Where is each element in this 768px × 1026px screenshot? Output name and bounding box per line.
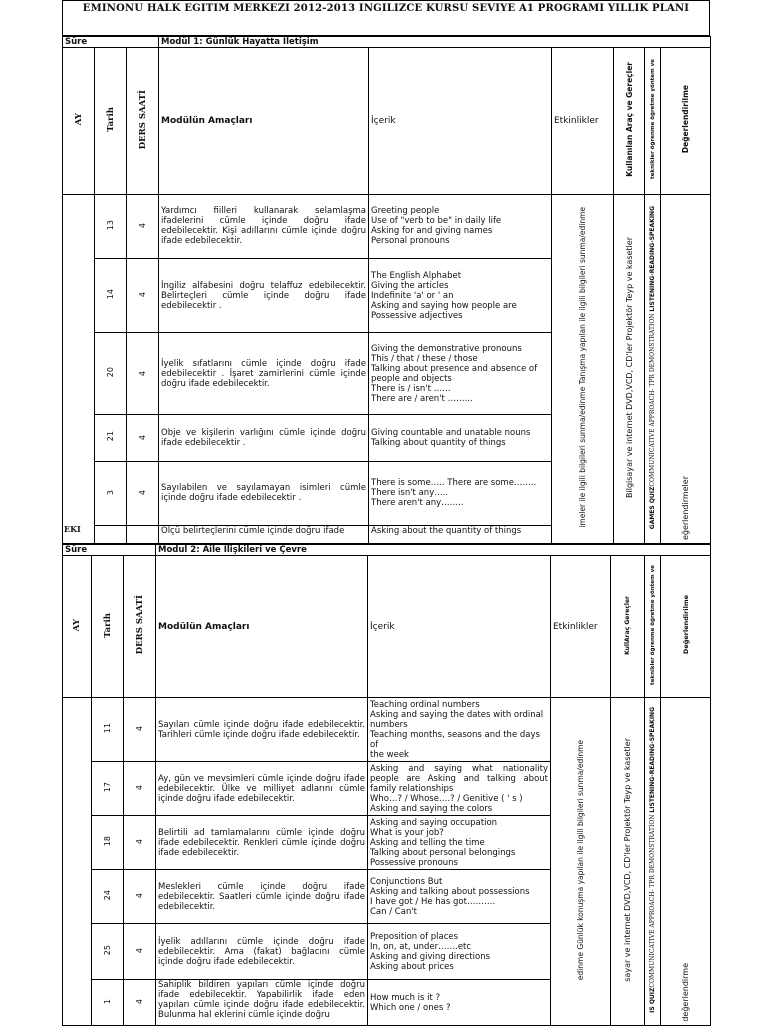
content-cell: Giving countable and unatable nouns Talking about quantity of things <box>369 415 552 461</box>
arac-header: Kullanılan Araç ve Gereçler <box>614 48 645 195</box>
module1-table <box>62 36 711 544</box>
content-cell: Giving the demonstrative pronouns This / that / these / those Talking about presence and absence of people and objects There is / isn't …… There are / aren't ……... <box>369 333 552 415</box>
arac-column: sayar ve internet DVD,VCD, CD'ler Projektör Teyp ve kasetler <box>611 698 645 1026</box>
icerik-header: İçerik <box>368 556 551 698</box>
objective-cell: İyelik adıllarını cümle içinde doğru ifade edebilecektir. Ama (fakat) bağlacını cümle içinde doğru ifade edebilecektir. <box>156 924 368 980</box>
content-cell: Greeting people Use of "verb to be" in daily life Asking for and giving names Personal pronouns <box>369 194 552 258</box>
objective-cell: Meslekleri cümle içinde doğru ifade edebilecektir. Saatleri cümle içinde doğru ifade edebilecektir. <box>156 870 368 924</box>
module2-table <box>62 544 711 1026</box>
page-title: EMINONU HALK EGITIM MERKEZI 2012-2013 INGILIZCE KURSU SEVIYE A1 PROGRAMI YILLIK PLANI <box>82 3 690 14</box>
content-cell: Teaching ordinal numbers Asking and saying the dates with ordinal numbers Teaching months, seasons and the days of the week <box>368 698 551 762</box>
content-cell: The English Alphabet Giving the articles Indefinite 'a' or ' an Asking and saying how people are Possessive adjectives <box>369 258 552 332</box>
ay-header: AY <box>63 48 95 195</box>
degerlendirme-header: Değerlendirilme <box>661 48 711 195</box>
date-cell: 3 <box>106 490 115 496</box>
hours-cell: 4 <box>135 726 144 732</box>
objective-cell: Ölçü belirteçlerini cümle içinde doğru ifade <box>159 525 369 543</box>
method-column: IS QUIZCOMMUNICATIVE APPROACH- TPR DEMONSTRATION LISTENING-READING-SPEAKING <box>645 698 661 1026</box>
amaclar-header: Modülün Amaçları <box>159 48 369 195</box>
degerlendirme-column: eğerlendirmeler <box>661 194 711 543</box>
hours-cell: 4 <box>135 785 144 791</box>
objective-cell: İngiliz alfabesini doğru telaffuz edebilecektir. Belirteçleri cümle içinde doğru ifade edebilecektir . <box>159 258 369 332</box>
etkinlikler-header: Etkinlikler <box>552 48 614 195</box>
date-cell: 24 <box>103 889 112 901</box>
ay-header: AY <box>63 556 92 698</box>
degerlendirme-header: Değerlendirilme <box>661 556 711 698</box>
hours-cell: 4 <box>127 194 159 258</box>
hours-cell: 4 <box>138 490 147 496</box>
tarih-header: Tarih <box>92 556 124 698</box>
date-cell: 13 <box>95 194 127 258</box>
ay-cell <box>63 698 92 1026</box>
module1-title: Modül 1: Günlük Hayatta İletişim <box>159 37 711 48</box>
date-cell: 1 <box>103 999 112 1005</box>
content-cell: There is some….. There are some…….. There isn't any….. There aren't any…….. <box>369 461 552 525</box>
objective-cell: Belirtili ad tamlamalarını cümle içinde doğru ifade edebilecektir. Renkleri cümle içinde doğru ifade edebilecektir. <box>156 816 368 870</box>
content-cell: Conjunctions But Asking and talking about possessions I have got / He has got………. Can / Can't <box>368 870 551 924</box>
arac-column: Bilgisayar ve internet DVD,VCD, CD'ler Projektör Teyp ve kasetler <box>614 194 645 543</box>
content-cell: How much is it ? Which one / ones ? <box>368 980 551 1026</box>
hours-cell: 4 <box>138 434 147 441</box>
etkinlik-column: edinme Günlük konuşma yapılan ile ilgili bilgileri sunma/edinme <box>551 698 611 1026</box>
objective-cell: Sahiplik bildiren yapıları cümle içinde doğru ifade edebilecektir. Yapabilirlik ifade eden yapıları cümle içinde doğru ifade edebilecektir. Bulunma hal eklerini cümle içinde doğru <box>156 980 368 1026</box>
hours-cell: 4 <box>138 370 147 376</box>
objective-cell: Obje ve kişilerin varlığını cümle içinde doğru ifade edebilecektir . <box>159 415 369 461</box>
degerlendirme-column: değerlendirme <box>661 698 711 1026</box>
objective-cell: Sayılabilen ve sayılamayan isimleri cümle içinde doğru ifade edebilecektir . <box>159 461 369 525</box>
date-cell: 18 <box>103 835 112 847</box>
hours-cell: 4 <box>135 999 144 1005</box>
module2-title: Modul 2: Aile İlişkileri ve Çevre <box>156 545 711 556</box>
etkinlik-column: imeler ile ilgili bilgileri sunma/edinme Tanışma yapılan ile ilgili bilgileri sunma/edinme <box>552 194 614 543</box>
title-box <box>62 0 710 36</box>
content-cell: Asking about the quantity of things <box>369 525 552 543</box>
ay-cell <box>63 194 95 543</box>
content-cell: Preposition of places In, on, at, under…….etc Asking and giving directions Asking about prices <box>368 924 551 980</box>
teknikler-header: teknikler öğrenme öğretme yöntem ve <box>645 48 661 195</box>
hours-cell: 4 <box>135 948 144 954</box>
content-cell: Asking and saying what nationality people are Asking and talking about family relationships Who…? / Whose….? / Genitive ( ' s ) Asking and saying the colors <box>368 762 551 816</box>
sure-label: Süre <box>63 37 159 48</box>
date-cell: 25 <box>103 944 112 956</box>
date-cell: 11 <box>103 722 112 734</box>
date-cell: 21 <box>106 431 115 442</box>
hours-cell: 4 <box>138 292 147 298</box>
hours-cell: 4 <box>135 839 144 845</box>
content-cell: Asking and saying occupation What is your job? Asking and telling the time Talking about personal belongings Possessive pronouns <box>368 816 551 870</box>
tarih-header: Tarih <box>95 48 127 195</box>
edge-label: EKI <box>64 524 81 534</box>
objective-cell: Sayıları cümle içinde doğru ifade edebilecektir. Tarihleri cümle içinde doğru ifade edebilecektir. <box>156 698 368 762</box>
objective-cell: Yardımcı fiilleri kullanarak selamlaşma ifadelerini cümle içinde doğru ifade edebilecektir. Kişi adıllarını cümle içinde doğru ifade edebilecektir. <box>159 194 369 258</box>
objective-cell: İyelik sıfatlarını cümle içinde doğru ifade edebilecektir . İşaret zamirlerini cümle içinde doğru ifade edebilecektir. <box>159 333 369 415</box>
objective-cell: Ay, gün ve mevsimleri cümle içinde doğru ifade edebilecektir. Ülke ve milliyet adlarını cümle içinde doğru ifade edebilecektir. <box>156 762 368 816</box>
hours-cell: 4 <box>135 893 144 899</box>
etkinlikler-header: Etkinlikler <box>551 556 611 698</box>
arac-header: KullAraç Gereçler <box>611 556 645 698</box>
amaclar-header: Modülün Amaçları <box>156 556 368 698</box>
date-cell: 14 <box>106 288 115 300</box>
icerik-header: İçerik <box>369 48 552 195</box>
date-cell: 17 <box>103 781 112 793</box>
ders-saati-header: DERS SAATİ <box>127 48 159 195</box>
sure-label: Süre <box>63 545 156 556</box>
method-column: GAMES QUIZCOMMUNICATIVE APPROACH- TPR DEMONSTRATION LISTENING-READING-SPEAKING <box>645 194 661 543</box>
teknikler-header: teknikler öğrenme öğretme yöntem ve <box>645 556 661 698</box>
date-cell: 20 <box>106 367 115 378</box>
ders-saati-header: DERS SAATİ <box>124 556 156 698</box>
